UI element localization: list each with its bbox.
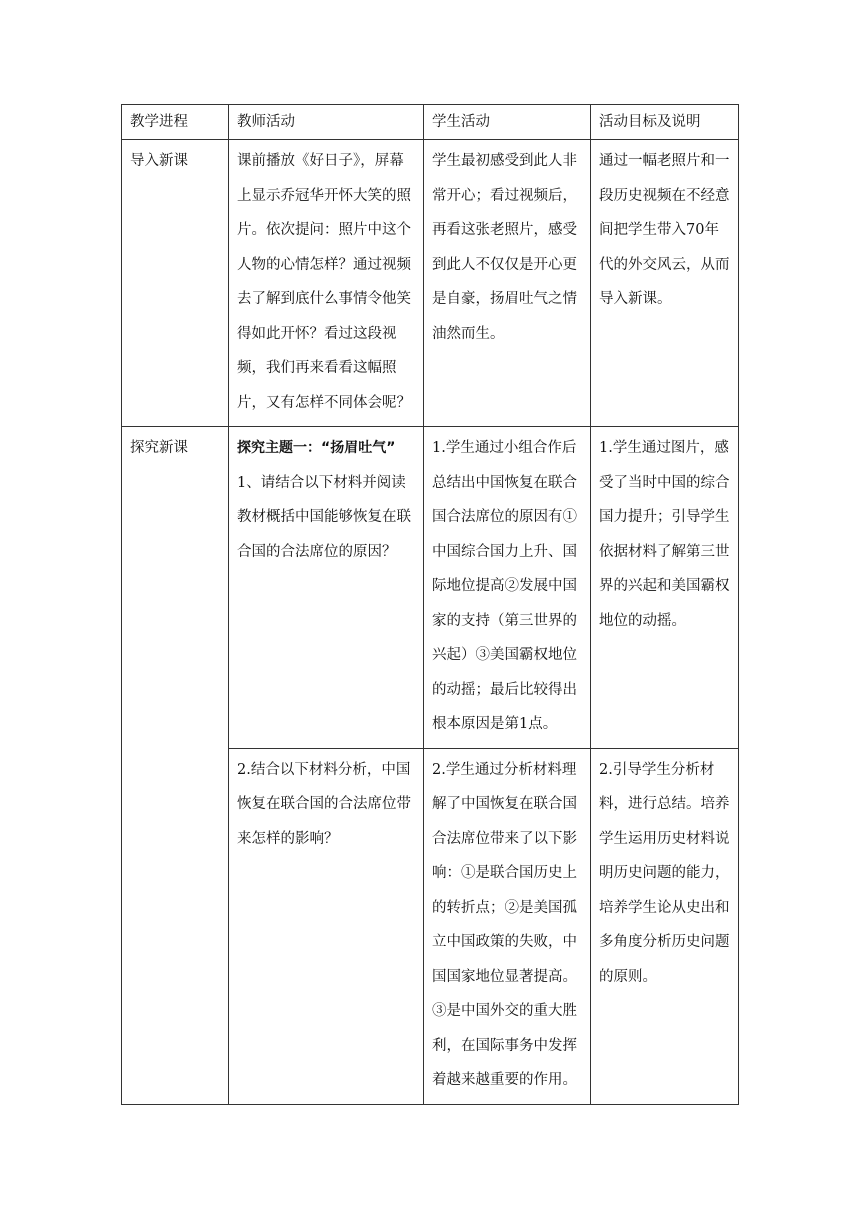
goal-cell: 2.引导学生分析材料，进行总结。培养学生运用历史材料说明历史问题的能力，培养学生论从史出和多角度分析历史问题的原则。 [591, 748, 739, 1104]
stage-cell: 导入新课 [122, 140, 229, 427]
goal-cell: 1.学生通过图片，感受了当时中国的综合国力提升；引导学生依据材料了解第三世界的兴起和美国霸权地位的动摇。 [591, 427, 739, 749]
student-activity-cell: 1.学生通过小组合作后总结出中国恢复在联合国合法席位的原因有①中国综合国力上升、国际地位提高②发展中国家的支持（第三世界的兴起）③美国霸权地位的动摇；最后比较得出根本原因是第1点。 [424, 427, 591, 749]
stage-cell: 探究新课 [122, 427, 229, 1105]
table-header-row [122, 105, 739, 140]
header-stage: 教学进程 [122, 105, 229, 140]
student-activity-cell: 2.学生通过分析材料理解了中国恢复在联合国合法席位带来了以下影响：①是联合国历史上的转折点；②是美国孤立中国政策的失败，中国国家地位显著提高。③是中国外交的重大胜利，在国际事务中发挥着越来越重要的作用。 [424, 748, 591, 1104]
teacher-activity-text: 1、请结合以下材料并阅读教材概括中国能够恢复在联合国的合法席位的原因？ [237, 474, 411, 560]
header-goal: 活动目标及说明 [591, 105, 739, 140]
header-teacher-activity: 教师活动 [229, 105, 424, 140]
teacher-activity-cell [229, 427, 424, 749]
table-row [122, 427, 739, 749]
lesson-plan-table [121, 104, 739, 1105]
header-student-activity: 学生活动 [424, 105, 591, 140]
teacher-activity-cell: 2.结合以下材料分析，中国恢复在联合国的合法席位带来怎样的影响？ [229, 748, 424, 1104]
topic-title: 探究主题一：“扬眉吐气” [237, 440, 396, 456]
goal-cell: 通过一幅老照片和一段历史视频在不经意间把学生带入70年代的外交风云，从而导入新课。 [591, 140, 739, 427]
student-activity-cell: 学生最初感受到此人非常开心；看过视频后，再看这张老照片，感受到此人不仅仅是开心更是自豪，扬眉吐气之情油然而生。 [424, 140, 591, 427]
teacher-activity-cell: 课前播放《好日子》，屏幕上显示乔冠华开怀大笑的照片。依次提问：照片中这个人物的心情怎样？通过视频去了解到底什么事情令他笑得如此开怀？看过这段视频，我们再来看看这幅照片，又有怎样不同体会呢？ [229, 140, 424, 427]
table-row [122, 140, 739, 427]
